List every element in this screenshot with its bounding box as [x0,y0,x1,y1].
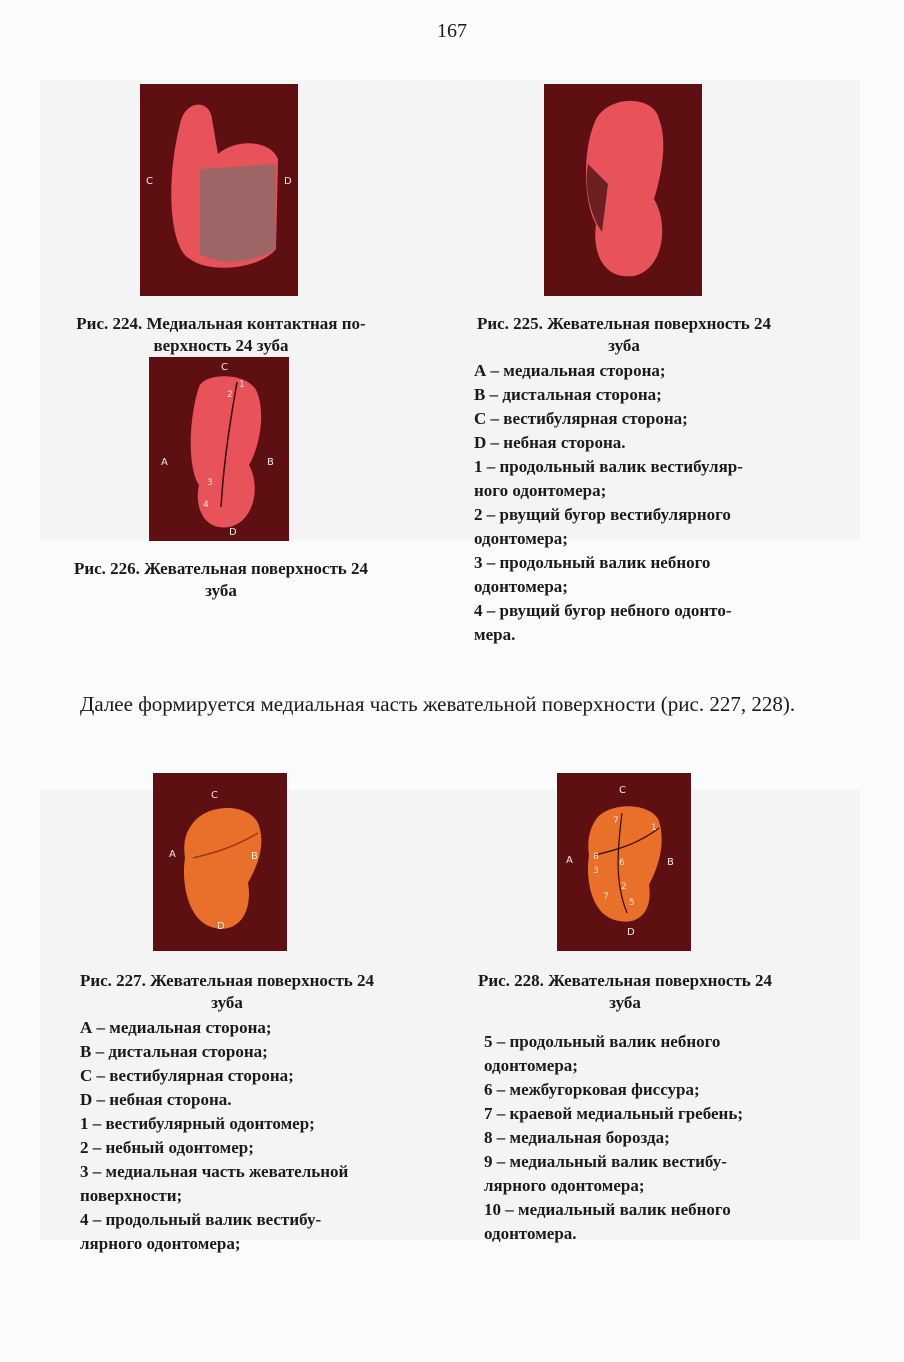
caption-line: Рис. 227. Жевательная поверхность 24 [79,971,375,990]
caption-line: зуба [608,336,640,355]
legend-item: В – дистальная сторона; [474,385,662,404]
label-left: A [566,855,573,866]
figure-228-caption [440,970,810,1014]
tooth-chewing-surface-marked-image [149,357,289,541]
legend-item: D – небная сторона. [80,1090,232,1109]
legend-item: 6 – межбугорковая фиссура; [484,1080,700,1099]
legend-item: поверхности; [80,1186,183,1205]
caption-line: Рис. 224. Медиальная контактная по- [76,314,366,333]
number-label: 7 [613,816,619,826]
figure-225-legend [474,359,814,647]
legend-item: 1 – продольный валик вестибуляр- [474,457,743,476]
label-left: A [161,457,168,468]
tooth-medial-part-marked-image [557,773,691,951]
legend-item: 4 – продольный валик вестибу- [80,1210,322,1229]
number-label: 5 [629,898,635,908]
figure-226-photo [149,357,289,541]
tooth-chewing-surface-image [544,84,702,296]
legend-item: одонтомера; [474,529,568,548]
caption-line: зуба [211,993,243,1012]
label-left: A [169,849,176,860]
legend-item: 3 – медиальная часть жевательной [80,1162,349,1181]
figure-228-photo [557,773,691,951]
number-label: 7 [603,892,609,902]
figure-226-caption [36,558,406,602]
number-label: 1 [651,823,657,833]
legend-item: С – вестибулярная сторона; [474,409,688,428]
label-top: C [221,362,228,373]
legend-item: В – дистальная сторона; [80,1042,268,1061]
label-bottom: D [229,527,237,538]
legend-item: 1 – вестибулярный одонтомер; [80,1114,315,1133]
legend-item: мера. [474,625,516,644]
legend-item: лярного одонтомера; [484,1176,645,1195]
legend-item: 5 – продольный валик небного [484,1032,721,1051]
number-label: 3 [593,866,599,876]
number-label: 3 [207,478,213,488]
caption-line: Рис. 228. Жевательная поверхность 24 [477,971,773,990]
label-top: C [619,785,626,796]
label-right: B [667,857,674,868]
number-label: 2 [227,390,233,400]
label-top: C [211,790,218,801]
legend-item: 4 – рвущий бугор небного одонто- [474,601,732,620]
legend-item: 8 – медиальная борозда; [484,1128,670,1147]
number-label: 8 [593,852,599,862]
caption-line: верхность 24 зуба [153,336,289,355]
number-label: 4 [203,500,209,510]
legend-item: 10 – медиальный валик небного [484,1200,731,1219]
body-paragraph: Далее формируется медиальная часть жевательной поверхности (рис. 227, 228). [80,692,796,716]
legend-item: А – медиальная сторона; [80,1018,272,1037]
number-label: 6 [619,858,625,868]
legend-item: А – медиальная сторона; [474,361,666,380]
label-right: B [267,457,274,468]
label-bottom: D [627,927,635,938]
tooth-medial-part-image [153,773,287,951]
caption-line: зуба [205,581,237,600]
legend-item: 2 – рвущий бугор вестибулярного [474,505,731,524]
figure-224-caption [36,313,406,357]
tooth-medial-contact-image [140,84,298,296]
legend-item: ного одонтомера; [474,481,607,500]
legend-item: 2 – небный одонтомер; [80,1138,254,1157]
legend-item: D – небная сторона. [474,433,626,452]
figure-228-legend [484,1030,824,1246]
label-left: C [146,176,153,187]
label-bottom: D [217,921,225,932]
label-right: B [251,851,258,862]
legend-item: одонтомера. [484,1224,577,1243]
figure-225-caption [438,313,810,357]
legend-item: одонтомера; [474,577,568,596]
legend-item: 3 – продольный валик небного [474,553,711,572]
figure-227-caption [42,970,412,1014]
number-label: 2 [621,882,627,892]
figure-224-photo [140,84,298,296]
figure-227-photo [153,773,287,951]
legend-item: одонтомера; [484,1056,578,1075]
legend-item: С – вестибулярная сторона; [80,1066,294,1085]
page-number: 167 [437,20,467,42]
caption-line: Рис. 225. Жевательная поверхность 24 [476,314,772,333]
caption-line: зуба [609,993,641,1012]
caption-line: Рис. 226. Жевательная поверхность 24 [73,559,369,578]
label-right: D [284,176,292,187]
legend-item: 9 – медиальный валик вестибу- [484,1152,727,1171]
figure-225-photo [544,84,702,296]
legend-item: 7 – краевой медиальный гребень; [484,1104,743,1123]
legend-item: лярного одонтомера; [80,1234,241,1253]
number-label: 1 [239,380,245,390]
figure-227-legend [80,1016,420,1256]
